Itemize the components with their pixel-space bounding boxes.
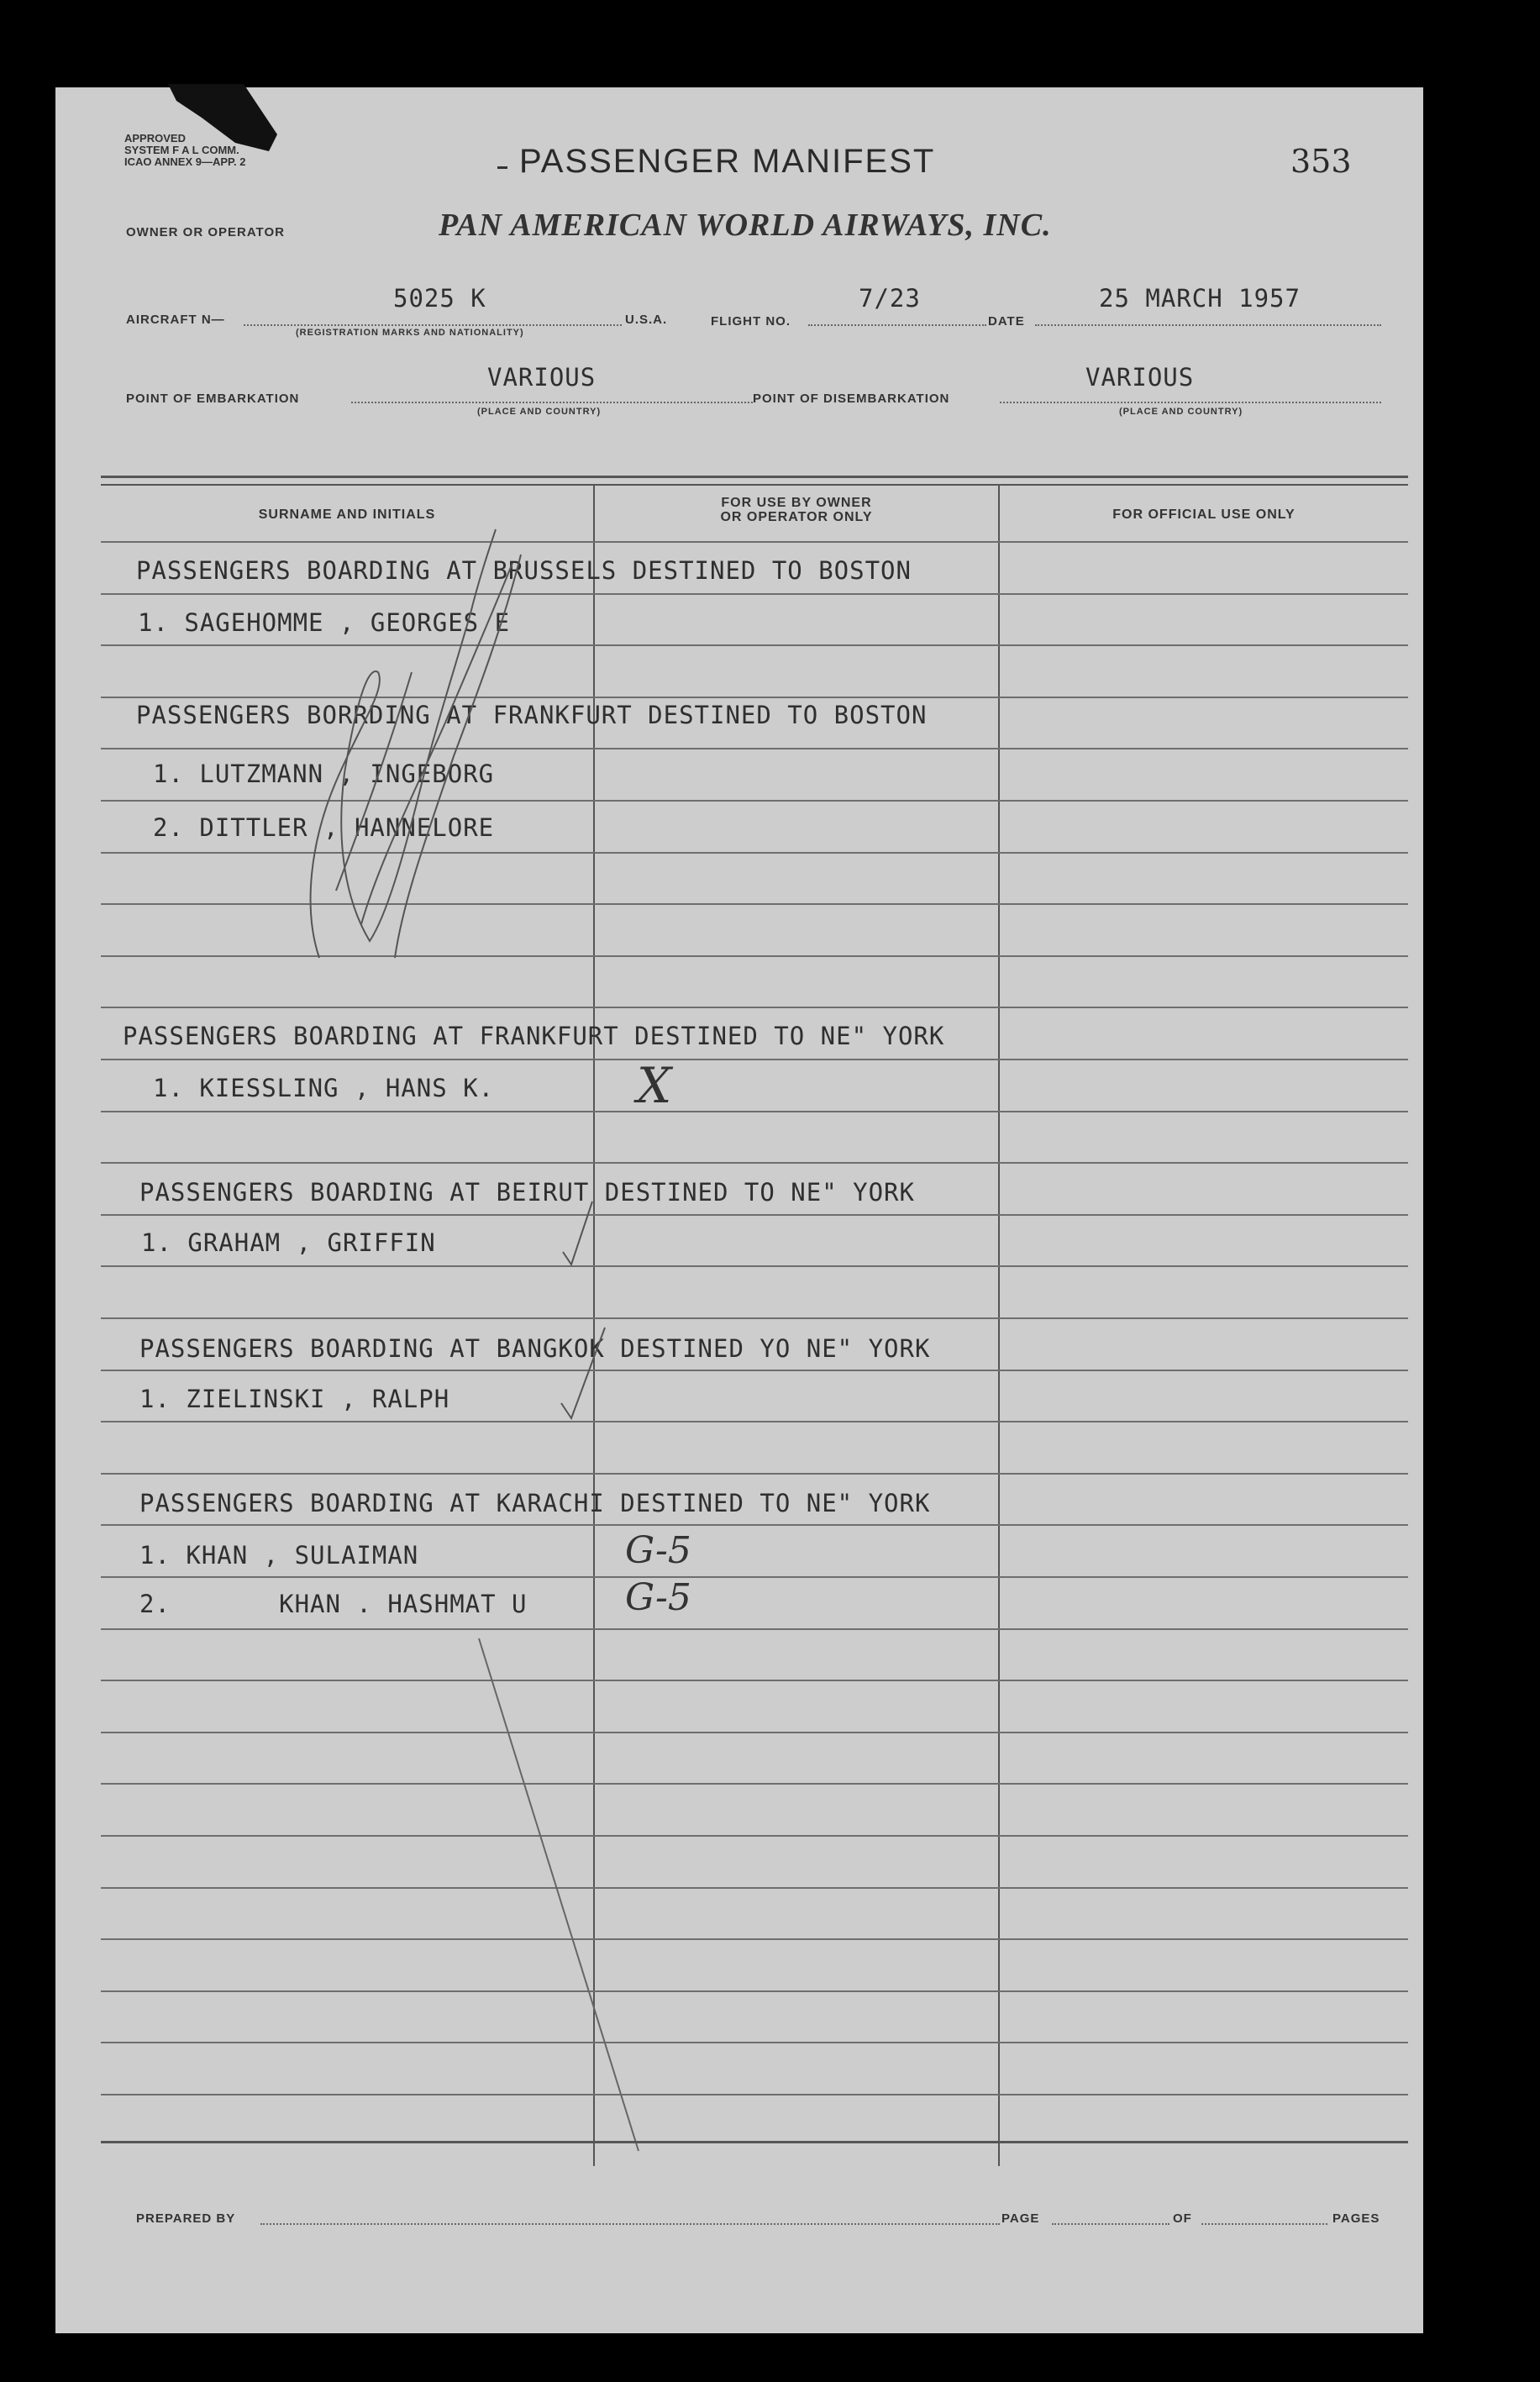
- table-rule-line: [101, 1990, 1408, 1992]
- signature-scribble: [286, 504, 555, 975]
- disembarkation-label: POINT OF DISEMBARKATION: [753, 392, 950, 406]
- date-label: DATE: [988, 314, 1025, 329]
- table-rule-line: [101, 1835, 1408, 1837]
- group-header-beirut-new-york: PASSENGERS BOARDING AT BEIRUT DESTINED TO NE" YORK: [139, 1178, 915, 1207]
- table-rule-line: [101, 1473, 1408, 1475]
- table-rule-line: [101, 1421, 1408, 1422]
- handwritten-code: G-5: [625, 1576, 691, 1619]
- table-rule-line: [101, 2094, 1408, 2095]
- group-header-bangkok-new-york: PASSENGERS BOARDING AT BANGKOK DESTINED YO NE" YORK: [139, 1334, 931, 1363]
- column-divider-2: [998, 486, 1000, 2166]
- embarkation-line: [351, 402, 753, 403]
- passenger-row: 1. KIESSLING , HANS K.: [153, 1074, 495, 1102]
- passenger-row: 1. ZIELINSKI , RALPH: [139, 1385, 450, 1413]
- column-header-official-use: FOR OFFICIAL USE ONLY: [1112, 507, 1296, 522]
- disembarkation-line: [1000, 402, 1381, 403]
- diagonal-pen-stroke: [470, 1630, 664, 2168]
- prepared-by-line: [260, 2223, 1000, 2225]
- aircraft-label: AIRCRAFT N—: [126, 313, 225, 327]
- table-rule-line: [101, 1628, 1408, 1630]
- page-line: [1052, 2223, 1169, 2225]
- manifest-page: [55, 87, 1423, 2333]
- disembarkation-caption: (PLACE AND COUNTRY): [1119, 407, 1243, 417]
- group-header-frankfurt-new-york: PASSENGERS BOARDING AT FRANKFURT DESTINED TO NE" YORK: [123, 1022, 945, 1050]
- usa-label: U.S.A.: [625, 313, 668, 327]
- passenger-row: 2. KHAN . HASHMAT U: [139, 1590, 528, 1618]
- embarkation-value: VARIOUS: [487, 363, 597, 392]
- table-rule-line: [101, 1938, 1408, 1940]
- table-rule-line: [101, 1214, 1408, 1216]
- passenger-row: 2. DITTLER , HANNELORE: [153, 813, 495, 842]
- disembarkation-value: VARIOUS: [1085, 363, 1195, 392]
- table-rule-line: [101, 1783, 1408, 1785]
- aircraft-value: 5025 K: [393, 284, 486, 313]
- page-number: 353: [1290, 143, 1352, 180]
- table-rule-line: [101, 1680, 1408, 1681]
- operator-name: PAN AMERICAN WORLD AIRWAYS, INC.: [439, 208, 1052, 243]
- flight-line: [808, 324, 986, 326]
- group-header-brussels-boston: PASSENGERS BOARDING AT BRUSSELS DESTINED TO BOSTON: [136, 556, 912, 585]
- title-dash: [497, 166, 507, 169]
- column-header-owner-use: FOR USE BY OWNER OR OPERATOR ONLY: [720, 496, 873, 524]
- table-rule-line: [101, 1370, 1408, 1371]
- handwritten-code: G-5: [625, 1529, 691, 1572]
- page-label: PAGE: [1001, 2211, 1040, 2226]
- passenger-row: 1. GRAHAM , GRIFFIN: [141, 1228, 436, 1257]
- prepared-by-label: PREPARED BY: [136, 2211, 236, 2226]
- cross-mark: X: [637, 1057, 672, 1114]
- aircraft-line: [244, 324, 622, 326]
- owner-label: OWNER OR OPERATOR: [126, 225, 285, 239]
- table-rule-line: [101, 1111, 1408, 1112]
- column-header-surname: SURNAME AND INITIALS: [258, 507, 436, 522]
- flight-label: FLIGHT NO.: [711, 314, 791, 329]
- table-top-rule: [101, 476, 1408, 478]
- passenger-row: 1. KHAN , SULAIMAN: [139, 1541, 419, 1570]
- of-line: [1201, 2223, 1327, 2225]
- passenger-row: 1. SAGEHOMME , GEORGES E: [138, 608, 511, 637]
- document-title: PASSENGER MANIFEST: [519, 143, 936, 180]
- group-header-frankfurt-boston: PASSENGERS BORRDING AT FRANKFURT DESTINED TO BOSTON: [136, 701, 928, 729]
- embarkation-label: POINT OF EMBARKATION: [126, 392, 300, 406]
- table-rule-line: [101, 1576, 1408, 1578]
- group-header-karachi-new-york: PASSENGERS BOARDING AT KARACHI DESTINED TO NE" YORK: [139, 1489, 931, 1517]
- table-rule-line: [101, 2042, 1408, 2043]
- table-rule-line: [101, 1732, 1408, 1733]
- registration-caption: (REGISTRATION MARKS AND NATIONALITY): [296, 328, 524, 338]
- table-rule-line: [101, 1524, 1408, 1526]
- table-rule-line: [101, 1059, 1408, 1060]
- table-rule-line: [101, 1317, 1408, 1319]
- table-rule-line: [101, 1887, 1408, 1889]
- check-marks: [555, 1193, 622, 1428]
- flight-value: 7/23: [859, 284, 921, 313]
- table-rule-line: [101, 1162, 1408, 1164]
- of-label: OF: [1173, 2211, 1192, 2226]
- date-line: [1035, 324, 1381, 326]
- passenger-row: 1. LUTZMANN , INGEBORG: [153, 760, 495, 788]
- table-top-rule-2: [101, 484, 1408, 486]
- pages-label: PAGES: [1332, 2211, 1380, 2226]
- embarkation-caption: (PLACE AND COUNTRY): [477, 407, 602, 417]
- table-bottom-rule: [101, 2141, 1408, 2143]
- approval-note: APPROVED SYSTEM F A L COMM. ICAO ANNEX 9—APP. 2: [124, 132, 246, 168]
- table-rule-line: [101, 1007, 1408, 1008]
- table-rule-line: [101, 1265, 1408, 1267]
- date-value: 25 MARCH 1957: [1099, 284, 1301, 313]
